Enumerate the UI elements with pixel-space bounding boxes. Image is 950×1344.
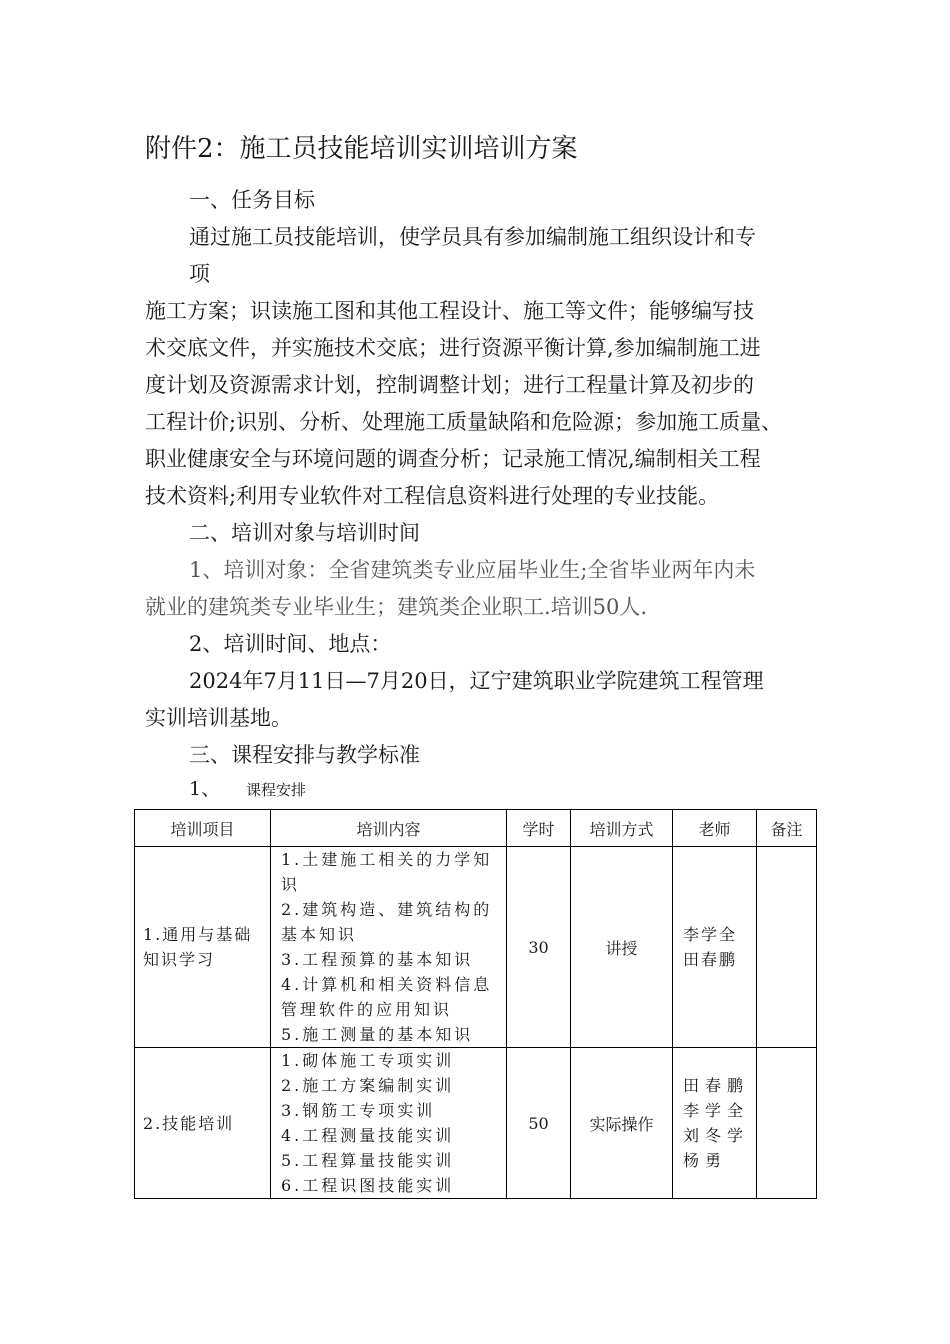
table-header-row [135, 810, 817, 847]
content-item: 3.工程预算的基本知识 [281, 950, 474, 969]
teacher-name: 李学全 [683, 925, 738, 944]
content-item: 5.施工测量的基本知识 [281, 1025, 474, 1044]
teacher-name: 田春鹏 [683, 950, 738, 969]
content-item: 4.工程测量技能实训 [281, 1126, 455, 1145]
table-header: 培训方式 [571, 810, 673, 847]
content-item: 1.土建施工相关的力学知识 [281, 850, 493, 894]
content-item: 2.建筑构造、建筑结构的基本知识 [281, 900, 493, 944]
paragraph-line: 施工方案；识读施工图和其他工程设计、施工等文件；能够编写技 [145, 299, 754, 323]
paragraph-line: 职业健康安全与环境问题的调查分析；记录施工情况,编制相关工程 [145, 447, 761, 471]
section-1-heading: 一、任务目标 [189, 188, 315, 212]
table-header: 老师 [673, 810, 757, 847]
paragraph-line: 2、培训时间、地点： [189, 632, 392, 656]
paragraph-line: 实训培训基地。 [145, 706, 292, 730]
paragraph-line: 通过施工员技能培训，使学员具有参加编制施工组织设计和专 [189, 225, 756, 249]
teacher-cell [673, 847, 757, 1048]
project-cell: 2.技能培训 [135, 1048, 271, 1199]
teacher-name: 刘冬学 [683, 1126, 750, 1145]
paragraph-line: 1、培训对象：全省建筑类专业应届毕业生;全省毕业两年内未 [189, 558, 756, 582]
content-cell [271, 847, 507, 1048]
paragraph-line: 技术资料;利用专业软件对工程信息资料进行处理的专业技能。 [145, 484, 720, 508]
teacher-cell [673, 1048, 757, 1199]
content-item: 5.工程算量技能实训 [281, 1151, 455, 1170]
table-row [135, 1048, 817, 1199]
subsection-number: 1、 [189, 778, 221, 800]
paragraph-line: 工程计价;识别、分析、处理施工质量缺陷和危险源；参加施工质量、 [145, 410, 783, 434]
paragraph-line: 项 [189, 262, 210, 286]
paragraph-line: 2024年7月11日—7月20日，辽宁建筑职业学院建筑工程管理 [189, 669, 764, 693]
method-cell: 实际操作 [571, 1048, 673, 1199]
table-header: 备注 [757, 810, 817, 847]
content-item: 4.计算机和相关资料信息管理软件的应用知识 [281, 975, 493, 1019]
hours-cell: 30 [507, 847, 571, 1048]
project-cell: 1.通用与基础知识学习 [135, 847, 271, 1048]
content-cell [271, 1048, 507, 1199]
paragraph-line: 就业的建筑类专业毕业生；建筑类企业职工.培训50人. [145, 595, 648, 619]
teacher-name: 李学全 [683, 1101, 750, 1120]
paragraph-line: 术交底文件，并实施技术交底；进行资源平衡计算,参加编制施工进 [145, 336, 761, 360]
teacher-name: 田春鹏 [683, 1076, 750, 1095]
table-header: 培训项目 [135, 810, 271, 847]
document-title: 附件2：施工员技能培训实训培训方案 [145, 134, 578, 164]
table-row [135, 847, 817, 1048]
content-item: 1.砌体施工专项实训 [281, 1051, 455, 1070]
table-header: 培训内容 [271, 810, 507, 847]
teacher-name: 杨勇 [683, 1151, 728, 1170]
table-header: 学时 [507, 810, 571, 847]
paragraph-line: 度计划及资源需求计划，控制调整计划；进行工程量计算及初步的 [145, 373, 754, 397]
section-3-heading: 三、课程安排与教学标准 [189, 743, 420, 767]
subsection-label: 课程安排 [246, 781, 307, 799]
note-cell [757, 847, 817, 1048]
content-item: 2.施工方案编制实训 [281, 1076, 455, 1095]
course-table [134, 809, 817, 1199]
hours-cell: 50 [507, 1048, 571, 1199]
method-cell: 讲授 [571, 847, 673, 1048]
content-item: 6.工程识图技能实训 [281, 1176, 455, 1195]
note-cell [757, 1048, 817, 1199]
section-2-heading: 二、培训对象与培训时间 [189, 521, 420, 545]
content-item: 3.钢筋工专项实训 [281, 1101, 436, 1120]
